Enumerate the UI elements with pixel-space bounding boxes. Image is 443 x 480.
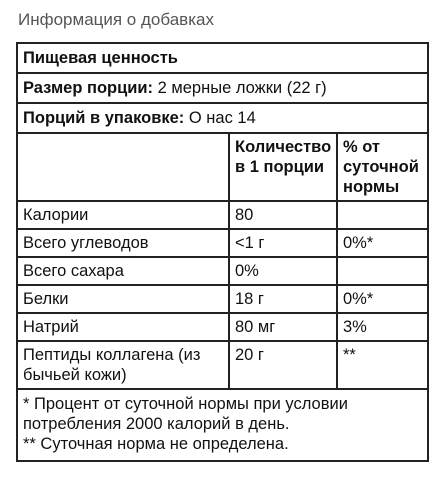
nutrient-daily-value: **	[337, 341, 428, 389]
footnote-daily-value: * Процент от суточной нормы при условии потребления 2000 калорий в день.	[23, 395, 348, 433]
nutrient-name: Белки	[17, 285, 229, 313]
nutrient-amount: 0%	[229, 257, 337, 285]
nutrient-daily-value: 0%*	[337, 229, 428, 257]
nutrient-amount: <1 г	[229, 229, 337, 257]
nutrient-name: Пептиды коллагена (из бычьей кожи)	[17, 341, 229, 389]
nutrient-amount: 80	[229, 201, 337, 229]
nutrient-name: Натрий	[17, 313, 229, 341]
panel-title-row	[17, 43, 428, 73]
nutrient-amount: 18 г	[229, 285, 337, 313]
nutrient-daily-value: 3%	[337, 313, 428, 341]
amount-column-header: Количество в 1 порции	[229, 133, 337, 201]
table-row	[17, 285, 428, 313]
nutrient-daily-value	[337, 257, 428, 285]
serving-size-cell	[17, 73, 428, 103]
table-row	[17, 313, 428, 341]
serving-size-label: Размер порции:	[23, 79, 154, 97]
nutrition-facts-table	[16, 42, 429, 462]
panel-title: Пищевая ценность	[17, 43, 428, 73]
serving-size-value: 2 мерные ложки (22 г)	[157, 79, 327, 97]
table-row	[17, 257, 428, 285]
table-row	[17, 201, 428, 229]
page-title: Информация о добавках	[18, 10, 214, 29]
nutrient-name: Калории	[17, 201, 229, 229]
header-blank-cell	[17, 133, 229, 201]
nutrient-amount: 80 мг	[229, 313, 337, 341]
nutrient-daily-value	[337, 201, 428, 229]
nutrient-name: Всего сахара	[17, 257, 229, 285]
footnotes-cell	[17, 389, 428, 461]
column-header-row	[17, 133, 428, 201]
footnote-not-established: ** Суточная норма не определена.	[23, 435, 289, 453]
daily-value-column-header: % от суточной нормы	[337, 133, 428, 201]
servings-per-container-value: О нас 14	[188, 109, 256, 127]
table-row	[17, 229, 428, 257]
serving-size-row	[17, 73, 428, 103]
nutrient-amount: 20 г	[229, 341, 337, 389]
servings-per-container-row	[17, 103, 428, 133]
nutrient-name: Всего углеводов	[17, 229, 229, 257]
servings-per-container-label: Порций в упаковке:	[23, 109, 185, 127]
nutrient-daily-value: 0%*	[337, 285, 428, 313]
footnotes-row	[17, 389, 428, 461]
servings-per-container-cell	[17, 103, 428, 133]
table-row	[17, 341, 428, 389]
